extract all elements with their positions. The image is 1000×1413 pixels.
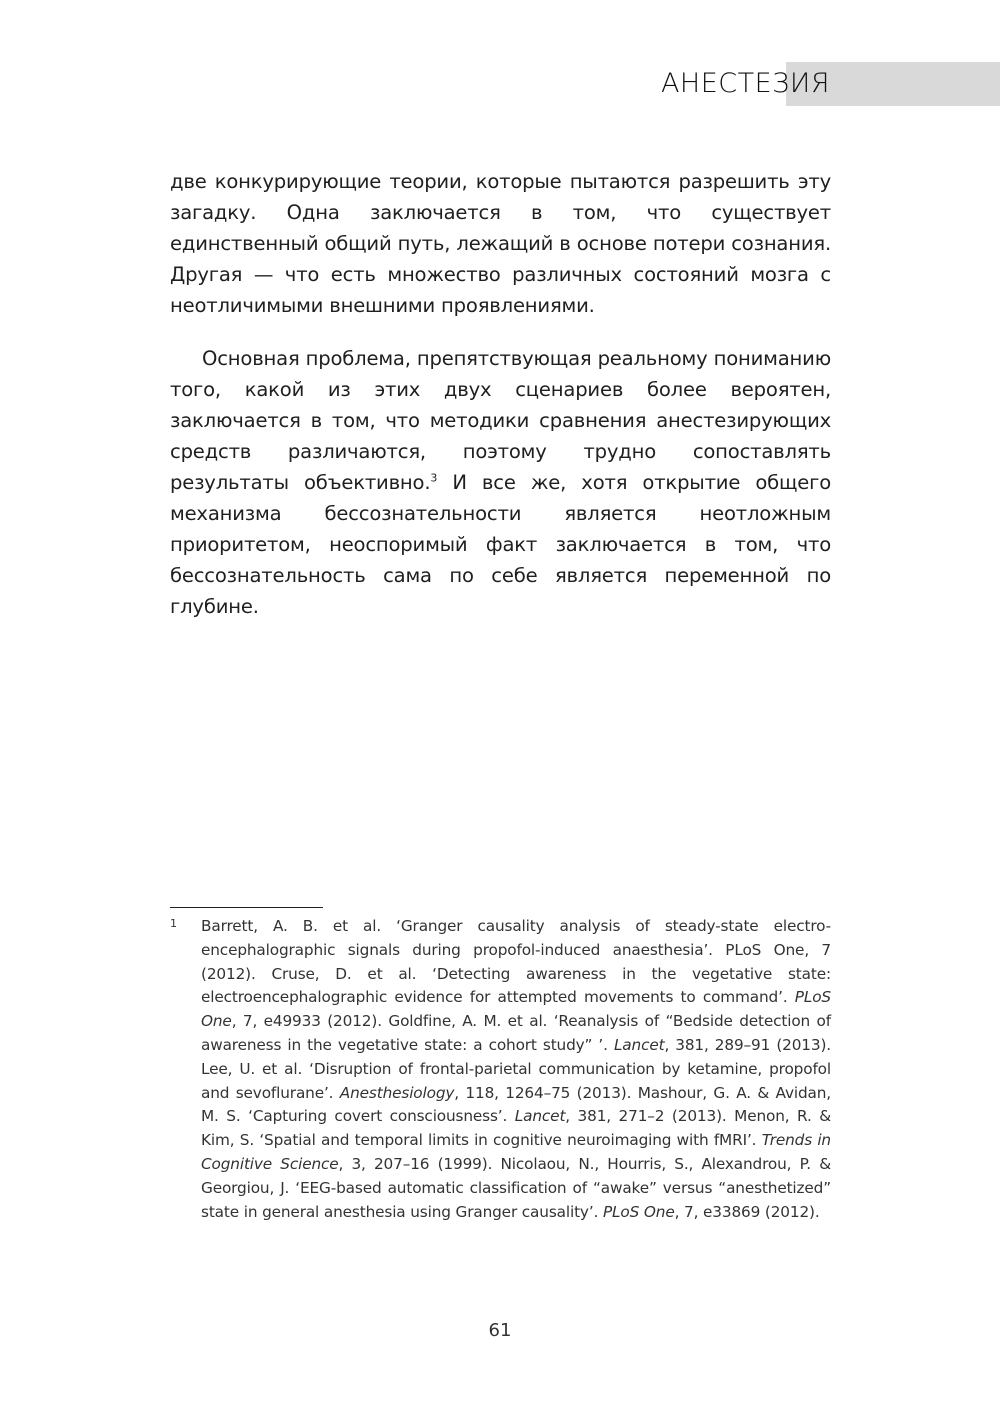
paragraph-2 — [170, 343, 831, 622]
journal-title: Trends in Cognitive Science — [201, 1131, 831, 1173]
footnote-marker: 1 — [170, 917, 177, 930]
footnote-segment: Barrett, A. B. et al. ‘Granger causality analysis of steady-state electro-encephalographic signals during propofol-induced anaesthesia’. PLoS One, 7 (2012). Cruse, D. et al. ‘Detecting awareness in the vegetative state: electroencephalographic evidence for attempted movements to command’. — [201, 917, 831, 1007]
footnote-segment: , 7, e49933 (2012). Goldfine, A. M. et al. ‘Reanalysis of “Bedside detection of awareness in the vegetative state: a cohort study” ’. — [201, 1012, 831, 1054]
body-text — [170, 166, 831, 622]
running-title: АНЕСТЕЗИЯ — [660, 68, 830, 99]
footnote-text — [201, 915, 831, 1224]
footnote-segment: , 381, 289–91 (2013). Lee, U. et al. ‘Disruption of frontal-parietal communication by ketamine, propofol and sevoflurane’. — [201, 1035, 831, 1102]
journal-title: PLoS One — [201, 988, 831, 1031]
footnote-segment: , 3, 207–16 (1999). Nicolaou, N., Hourris, S., Alexandrou, P. & Georgiou, J. ‘EEG-based automatic classification of “awake” versus “anesthetized” state in general anesthesia using Granger causality’. — [201, 1154, 831, 1221]
journal-title: Lancet — [613, 1035, 665, 1054]
journal-title: Anesthesiology — [339, 1083, 455, 1102]
footnote — [170, 915, 831, 1224]
footnote-segment: , 7, e33869 (2012). — [674, 1202, 820, 1221]
page-number: 61 — [488, 1320, 512, 1341]
footnote-segment: , 381, 271–2 (2013). Menon, R. & Kim, S. ‘Spatial and temporal limits in cognitive neuroimaging with fMRI’. — [201, 1107, 831, 1150]
paragraph-1: две конкурирующие теории, которые пытаются разрешить эту загадку. Одна заключается в том, что существует единственный общий путь, лежащий в основе потери сознания. Другая — что есть множество различных состояний мозга с неотличимыми внешними проявлениями. — [170, 170, 831, 317]
paragraph-2-text-continued: И все же, хотя открытие общего механизма бессознательности является неотложным приоритетом, неоспоримый факт заключается в том, что бессознательность сама по себе является переменной по глубине. — [170, 471, 831, 618]
footnote-reference[interactable]: 3 — [430, 471, 438, 485]
footnote-divider — [170, 907, 323, 908]
paragraph-2-text: Основная проблема, препятствующая реальному пониманию того, какой из этих двух сценариев более вероятен, заключается в том, что методики сравнения анестезирующих средств различаются, поэтому трудно сопоставлять результаты объективно. — [170, 347, 831, 494]
journal-title: Lancet — [514, 1107, 566, 1126]
journal-title: PLoS One — [602, 1202, 675, 1221]
footnote-segment: , 118, 1264–75 (2013). Mashour, G. A. & Avidan, M. S. ‘Capturing covert consciousness’. — [201, 1083, 831, 1126]
